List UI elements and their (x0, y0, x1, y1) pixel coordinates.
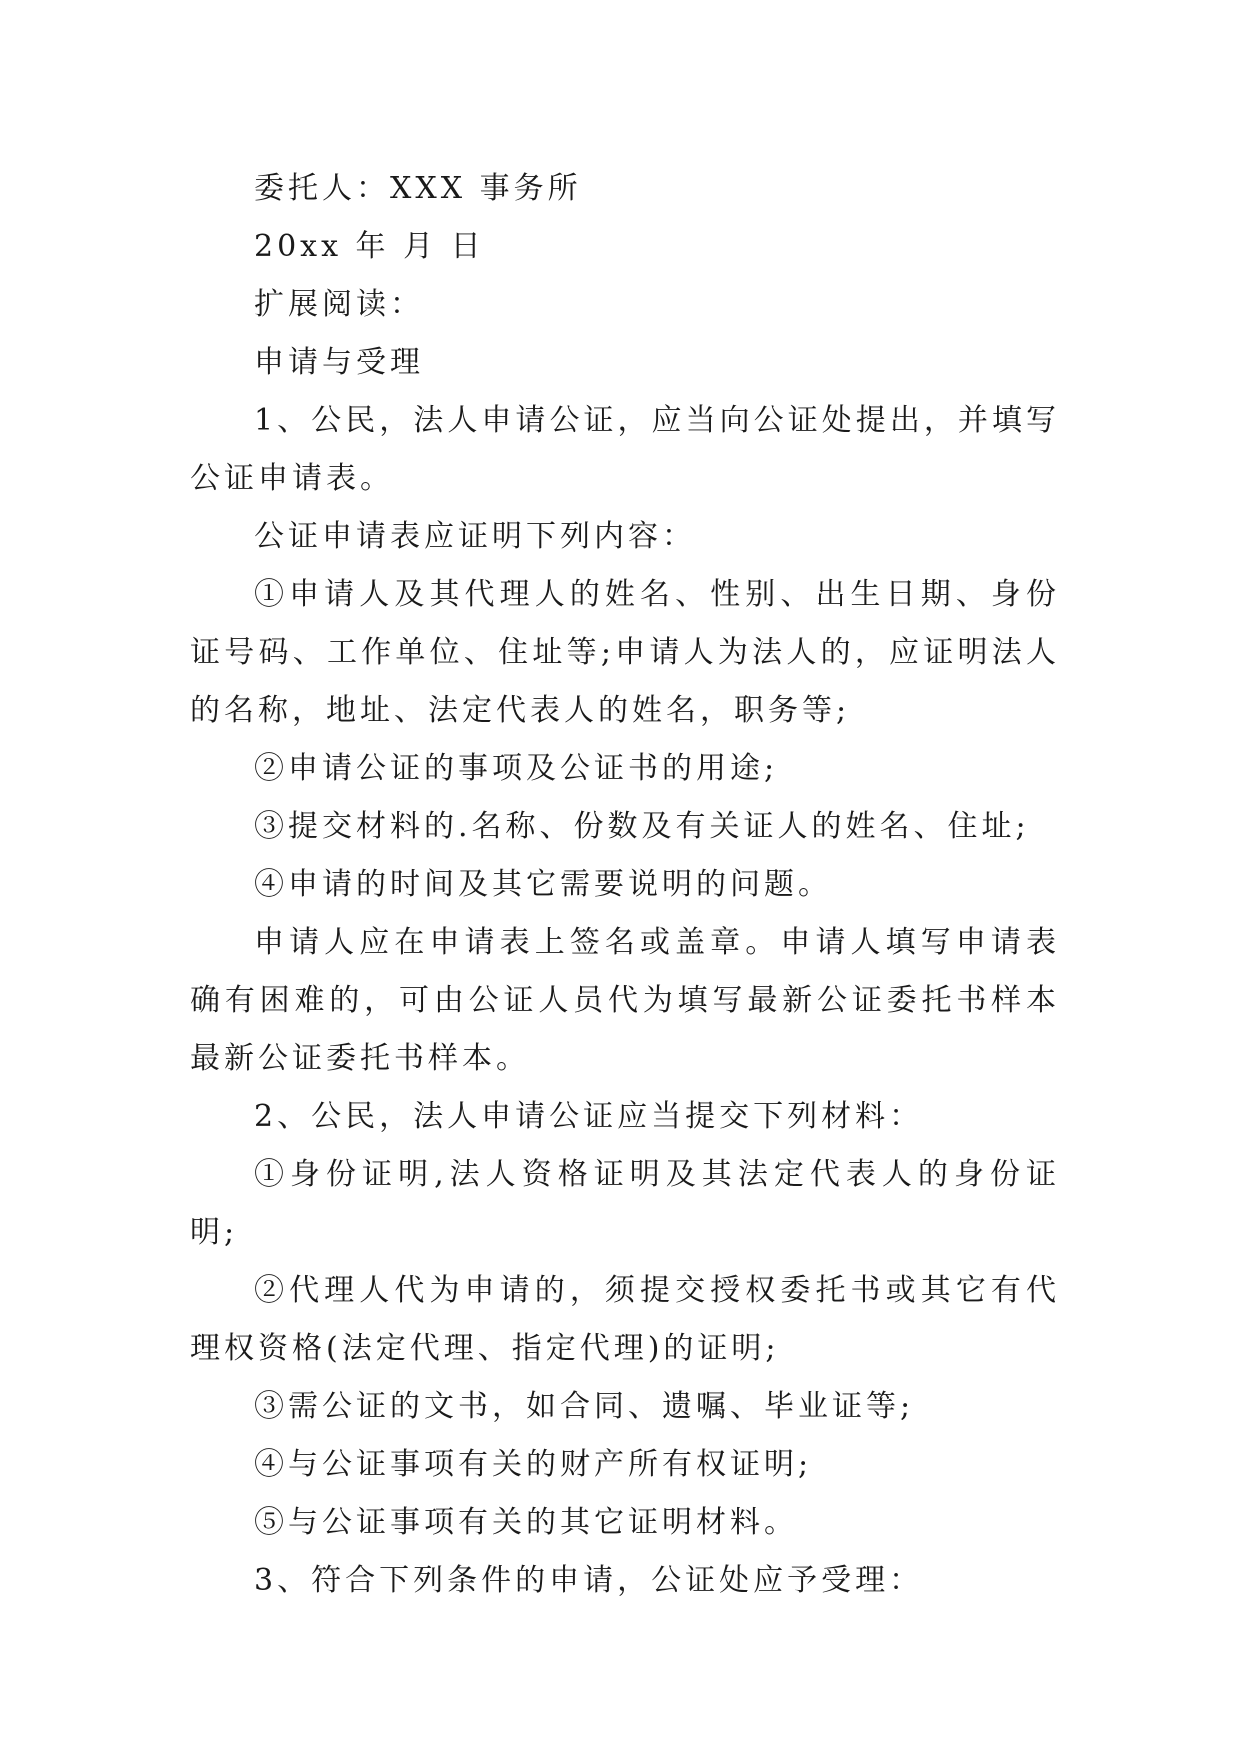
list-item: ②申请公证的事项及公证书的用途; (254, 751, 779, 786)
paragraph-client: 委托人：XXX 事务所 (254, 171, 582, 206)
list-item: ①身份证明,法人资格证明及其法定代表人的身份证明; (190, 1157, 1060, 1250)
paragraph: 公证申请表应证明下列内容： (254, 519, 696, 554)
paragraph: 3、符合下列条件的申请，公证处应予受理： (254, 1563, 924, 1598)
paragraph-extended-reading: 扩展阅读： (254, 287, 424, 322)
paragraph-date: 20xx 年 月 日 (254, 229, 485, 264)
list-item: ①申请人及其代理人的姓名、性别、出生日期、身份证号码、工作单位、住址等;申请人为法人的，应证明法人的名称，地址、法定代表人的姓名，职务等; (190, 577, 1060, 728)
list-item: ②代理人代为申请的，须提交授权委托书或其它有代理权资格(法定代理、指定代理)的证明; (190, 1273, 1060, 1366)
document-body (190, 160, 1060, 1610)
list-item: ④申请的时间及其它需要说明的问题。 (254, 867, 832, 902)
list-item: ⑤与公证事项有关的其它证明材料。 (254, 1505, 798, 1540)
list-item: ③需公证的文书，如合同、遗嘱、毕业证等; (254, 1389, 915, 1424)
paragraph: 1、公民，法人申请公证，应当向公证处提出，并填写公证申请表。 (190, 403, 1060, 496)
paragraph: 2、公民，法人申请公证应当提交下列材料： (254, 1099, 924, 1134)
paragraph: 申请人应在申请表上签名或盖章。申请人填写申请表确有困难的，可由公证人员代为填写最新公证委托书样本最新公证委托书样本。 (190, 925, 1060, 1076)
list-item: ④与公证事项有关的财产所有权证明; (254, 1447, 813, 1482)
section-heading: 申请与受理 (254, 345, 424, 380)
list-item: ③提交材料的.名称、份数及有关证人的姓名、住址; (254, 809, 1030, 844)
